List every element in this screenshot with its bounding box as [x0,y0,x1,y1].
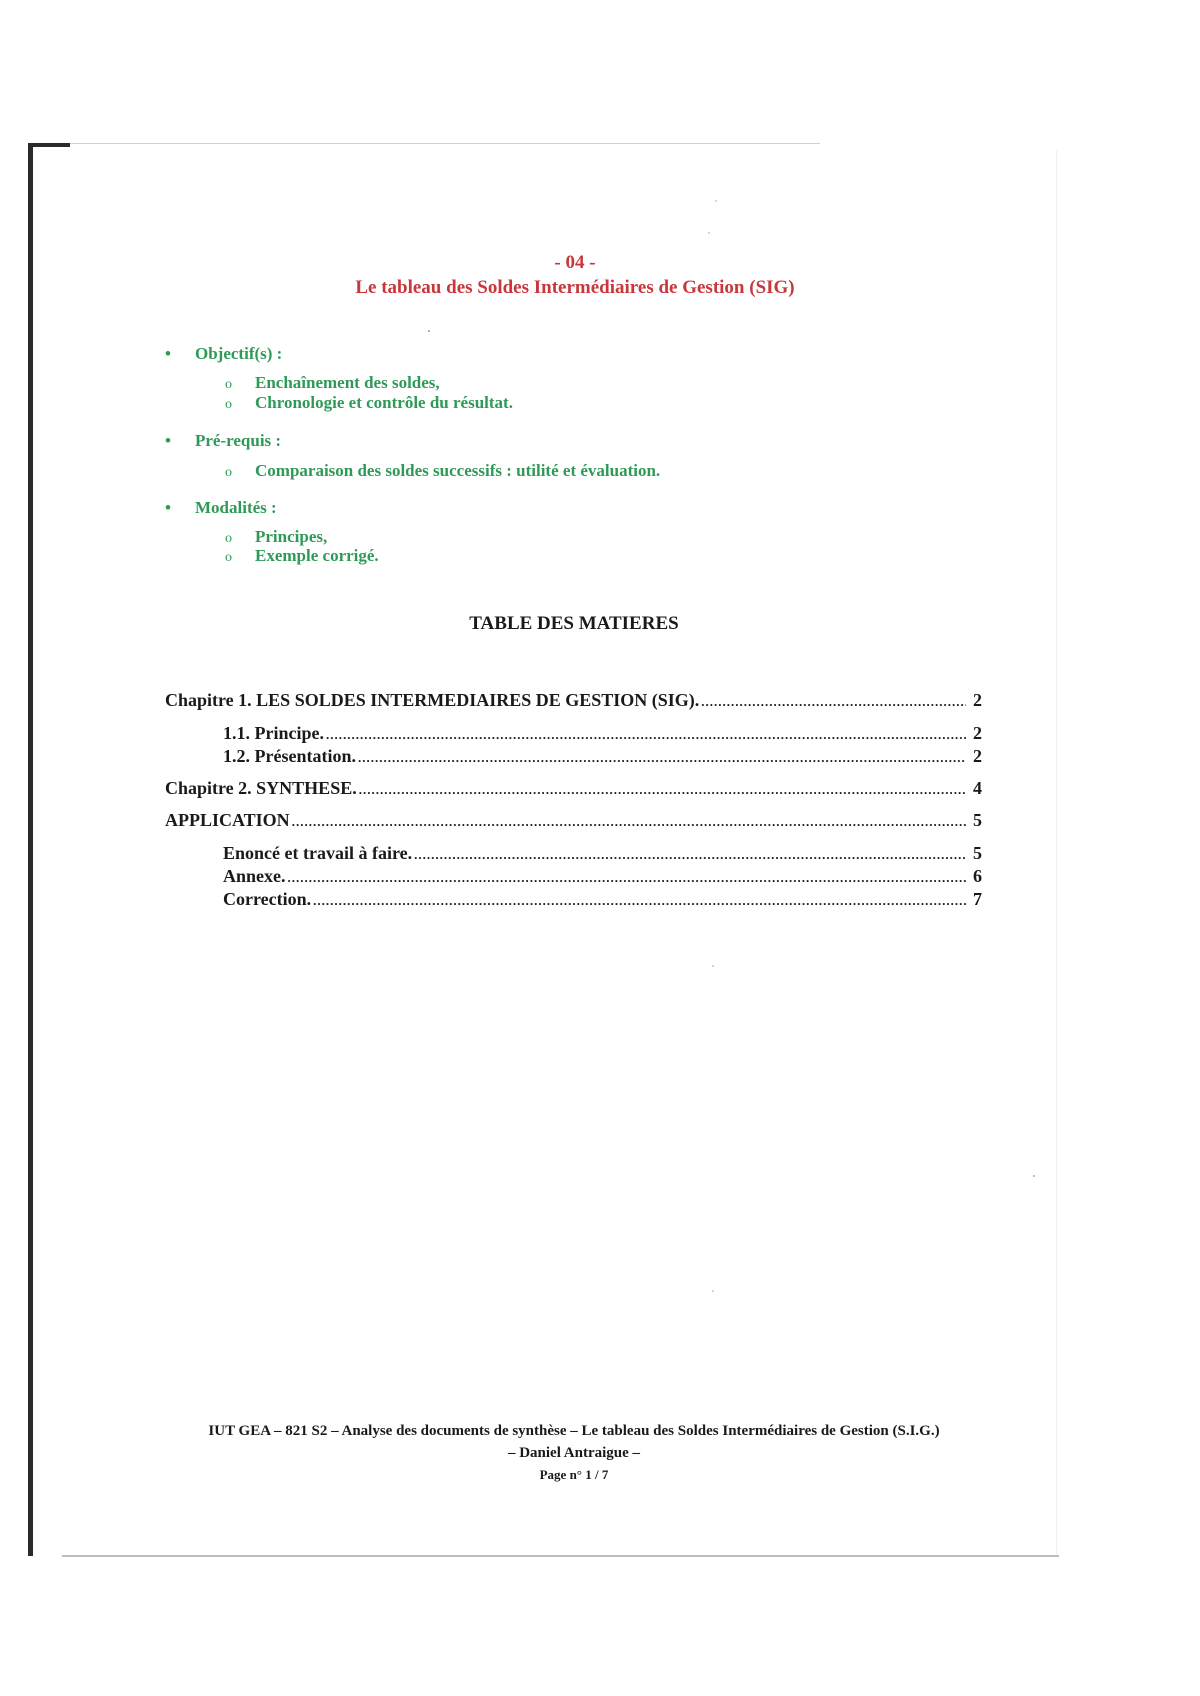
scan-speck [1033,1175,1035,1177]
bullet-icon: • [165,431,171,450]
scan-speck [712,1290,714,1292]
toc-entry[interactable] [165,778,982,799]
toc-dot-leader [313,893,966,909]
section-label: Pré-requis : [195,431,282,450]
scan-speck [715,200,717,202]
section-prerequisites [165,431,281,451]
scan-speck [708,232,710,234]
toc-entry-title: APPLICATION [165,810,290,830]
toc-entry[interactable] [223,723,982,744]
scan-border-right [1056,150,1057,1555]
toc-entry-title: 1.2. Présentation. [223,746,356,766]
list-item [225,461,660,483]
toc-dot-leader [326,727,966,743]
toc-entry-title: Chapitre 2. SYNTHESE. [165,778,357,798]
toc-entry-title: Correction. [223,889,312,909]
toc-entry-title: 1.1. Principe. [223,723,324,743]
toc-entry-title: Enoncé et travail à faire. [223,843,413,863]
toc-dot-leader [414,847,966,863]
toc-entry-page: 5 [973,810,982,830]
footer-page-number: Page n° 1 / 7 [539,1467,609,1482]
list-item-text: Enchaînement des soldes, [255,373,440,392]
section-label: Modalités : [195,498,277,517]
list-item [225,393,513,415]
scan-speck [712,965,714,967]
toc-entry-page: 5 [973,843,982,863]
toc-entry-title: Annexe. [223,866,286,886]
scan-border-corner [28,143,70,147]
list-item-text: Chronologie et contrôle du résultat. [255,393,513,412]
toc-entry[interactable] [165,690,982,711]
circle-bullet-icon: o [225,397,232,412]
toc-entry-page: 4 [973,778,982,798]
toc-entry[interactable] [223,866,982,887]
circle-bullet-icon: o [225,550,232,565]
circle-bullet-icon: o [225,377,232,392]
toc-dot-leader [701,694,966,710]
section-objectives [165,344,282,364]
toc-entry-page: 2 [973,723,982,743]
toc-entry[interactable] [223,843,982,864]
toc-entry[interactable] [223,889,982,910]
toc-entry[interactable] [165,810,982,831]
footer-author-line: – Daniel Antraigue – [507,1445,641,1461]
toc-entry-title: Chapitre 1. LES SOLDES INTERMEDIAIRES DE GESTION (SIG). [165,690,700,710]
toc-dot-leader [292,814,966,830]
toc-entry-page: 7 [973,889,982,909]
document-title: Le tableau des Soldes Intermédiaires de Gestion (SIG) [355,277,795,298]
scan-speck [428,330,430,332]
scan-border-bottom [62,1555,1059,1557]
toc-dot-leader [358,750,966,766]
bullet-icon: • [165,498,171,517]
circle-bullet-icon: o [225,465,232,480]
list-item-text: Principes, [255,527,328,546]
list-item-text: Exemple corrigé. [255,546,379,565]
toc-heading: TABLE DES MATIERES [469,613,679,634]
toc-entry-page: 2 [973,690,982,710]
toc-dot-leader [359,782,966,798]
document-number: - 04 - [554,252,596,273]
list-item-text: Comparaison des soldes successifs : utilité et évaluation. [255,461,661,480]
footer-course-line: IUT GEA – 821 S2 – Analyse des documents de synthèse – Le tableau des Soldes Intermédiaires de Gestion (S.I.G.) [208,1423,940,1439]
list-item [225,373,440,395]
scan-border-top [70,143,820,144]
section-modalities [165,498,277,518]
scan-border-left [28,143,33,1556]
circle-bullet-icon: o [225,531,232,546]
toc-dot-leader [288,870,967,886]
section-label: Objectif(s) : [195,344,283,363]
list-item [225,546,379,568]
bullet-icon: • [165,344,171,363]
toc-entry[interactable] [223,746,982,767]
toc-entry-page: 2 [973,746,982,766]
toc-entry-page: 6 [973,866,982,886]
